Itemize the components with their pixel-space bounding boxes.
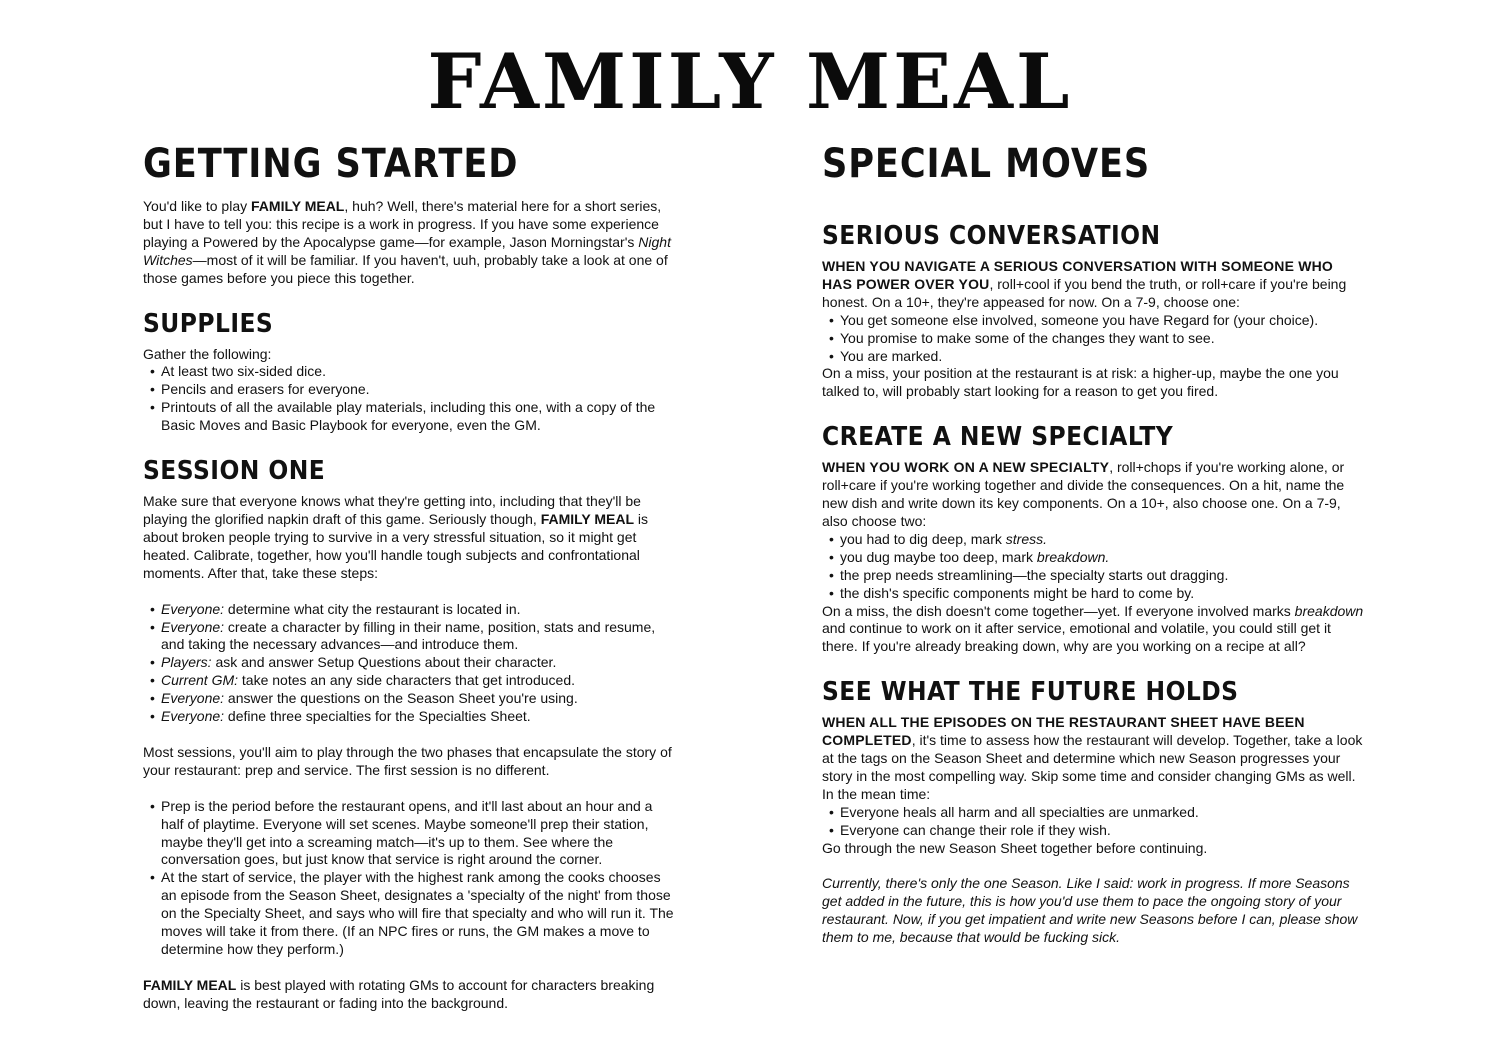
list-item: • At the start of service, the player with the highest rank among the cooks chooses an episode from the Season Sheet, designates a 'specialty of the night' from those on the Specialty Sheet, and says who will fire that specialty and who will run it. The moves will take it from there. (If an NPC fires or runs, the GM makes a move to determine how they perform.) bbox=[143, 869, 678, 959]
list-item: • Prep is the period before the restaurant opens, and it'll last about an hour and a half of playtime. Everyone will set scenes. Maybe someone'll prep their station, maybe they'll get into a screaming match—it's up to them. See where the conversation goes, but just know that service is right around the corner. bbox=[143, 798, 678, 870]
list-item: • Everyone: answer the questions on the Season Sheet you're using. bbox=[143, 690, 678, 708]
list-item: • Current GM: take notes an any side characters that get introduced. bbox=[143, 672, 678, 690]
supplies-intro: Gather the following: bbox=[143, 345, 272, 362]
list-item: • Everyone: create a character by filling in their name, position, stats and resume, and taking the necessary advances—and introduce them. bbox=[143, 619, 678, 655]
list-item: • Everyone heals all harm and all specialties are unmarked. bbox=[822, 804, 1367, 822]
list-item: • the prep needs streamlining—the specialty starts out dragging. bbox=[822, 567, 1367, 585]
future-holds-note: Currently, there's only the one Season. Like I said: work in progress. If more Seasons get added in the future, this is how you'd use them to pace the ongoing story of your restaurant. Now, if you get impatient and write new Seasons before I can, please show them to me, because that would be fucking sick. bbox=[822, 875, 1358, 946]
list-item: • Everyone: determine what city the restaurant is located in. bbox=[143, 601, 678, 619]
session-one-paragraph: Make sure that everyone knows what they're getting into, including that they'll be playing the glorified napkin draft of this game. Seriously though, FAMILY MEAL is about broken people trying to survive in a very stressful situation, so it might get heated. Calibrate, together, how you'll handle tough subjects and confrontational moments. After that, take these steps: bbox=[143, 493, 649, 581]
special-moves-heading: SPECIAL MOVES bbox=[822, 141, 1151, 187]
list-item: • Players: ask and answer Setup Questions about their character. bbox=[143, 654, 678, 672]
create-specialty-options bbox=[822, 531, 1367, 603]
supplies-list bbox=[143, 363, 678, 435]
future-holds-after: Go through the new Season Sheet together before continuing. bbox=[822, 839, 1208, 856]
phases-list bbox=[143, 798, 678, 959]
session-one-steps bbox=[143, 601, 678, 726]
rotating-gm-paragraph: FAMILY MEAL is best played with rotating GMs to account for characters breaking down, leaving the restaurant or fading into the background. bbox=[143, 976, 655, 1011]
list-item: • You get someone else involved, someone you have Regard for (your choice). bbox=[822, 312, 1367, 330]
list-item: • You are marked. bbox=[822, 348, 1367, 366]
document-title: FAMILY MEAL bbox=[427, 37, 1073, 126]
create-specialty-miss: On a miss, the dish doesn't come together—yet. If everyone involved marks breakdown and continue to work on it after service, emotional and volatile, you could still get it there. If you're already breaking down, why are you working on a recipe at all? bbox=[822, 602, 1364, 655]
supplies-heading: SUPPLIES bbox=[143, 308, 274, 339]
list-item: • the dish's specific components might be hard to come by. bbox=[822, 585, 1367, 603]
future-holds-heading: SEE WHAT THE FUTURE HOLDS bbox=[822, 677, 1239, 708]
future-holds-text: WHEN ALL THE EPISODES ON THE RESTAURANT SHEET HAVE BEEN COMPLETED, it's time to assess how the restaurant will develop. Together, take a look at the tags on the Season Sheet and determine which new Season progresses your story in the most compelling way. Skip some time and consider changing GMs as well. In the mean time: bbox=[822, 714, 1363, 802]
getting-started-heading: GETTING STARTED bbox=[143, 141, 519, 187]
list-item: • you dug maybe too deep, mark breakdown. bbox=[822, 549, 1367, 567]
session-one-heading: SESSION ONE bbox=[143, 456, 326, 487]
serious-conversation-heading: SERIOUS CONVERSATION bbox=[822, 221, 1161, 251]
getting-started-paragraph: You'd like to play FAMILY MEAL, huh? Well, there's material here for a short series, but I have to tell you: this recipe is a work in progress. If you have some experience playing a Powered by the Apocalypse game—for example, Jason Morningstar's Night Witches—most of it will be familiar. If you haven't, uuh, probably take a look at one of those games before you piece this together. bbox=[143, 198, 671, 286]
serious-conversation-miss: On a miss, your position at the restaurant is at risk: a higher-up, maybe the one you talked to, will probably start looking for a reason to get you fired. bbox=[822, 365, 1339, 400]
create-specialty-text: WHEN YOU WORK ON A NEW SPECIALTY, roll+chops if you're working alone, or roll+care if you're working together and divide the consequences. On a hit, name the new dish and write down its key components. On a 10+, also choose one. On a 7-9, also choose two: bbox=[822, 459, 1345, 529]
list-item: • Pencils and erasers for everyone. bbox=[143, 381, 678, 399]
list-item: • Everyone: define three specialties for the Specialties Sheet. bbox=[143, 708, 678, 726]
list-item: • Printouts of all the available play materials, including this one, with a copy of the Basic Moves and Basic Playbook for everyone, even the GM. bbox=[143, 399, 678, 435]
list-item: • you had to dig deep, mark stress. bbox=[822, 531, 1367, 549]
list-item: • Everyone can change their role if they wish. bbox=[822, 822, 1367, 840]
future-holds-options bbox=[822, 804, 1367, 840]
right-column bbox=[822, 140, 1367, 947]
phases-intro: Most sessions, you'll aim to play through the two phases that encapsulate the story of your restaurant: prep and service. The first session is no different. bbox=[143, 743, 672, 778]
list-item: • You promise to make some of the changes they want to see. bbox=[822, 330, 1367, 348]
list-item: • At least two six-sided dice. bbox=[143, 363, 678, 381]
serious-conversation-options bbox=[822, 312, 1367, 366]
create-specialty-heading: CREATE A NEW SPECIALTY bbox=[822, 422, 1174, 453]
left-column bbox=[143, 140, 678, 1013]
serious-conversation-text: WHEN YOU NAVIGATE A SERIOUS CONVERSATION WITH SOMEONE WHO HAS POWER OVER YOU, roll+cool if you bend the truth, or roll+care if you're being honest. On a 10+, they're appeased for now. On a 7-9, choose one: bbox=[822, 258, 1347, 310]
